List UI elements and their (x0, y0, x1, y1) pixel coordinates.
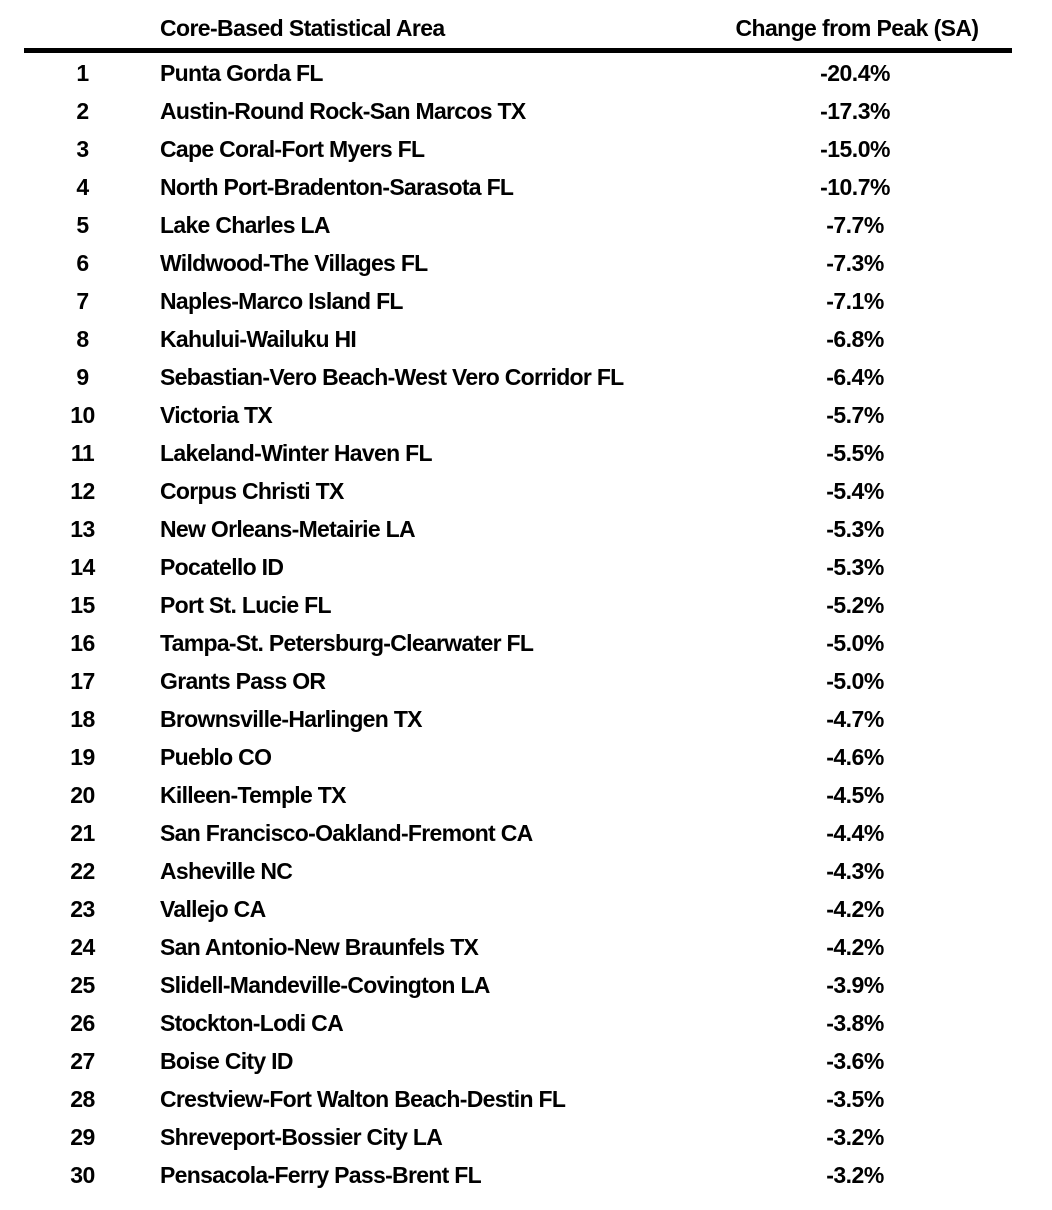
row-rank: 6 (76, 250, 89, 276)
table-row (0, 702, 1052, 740)
row-change-value: -7.1% (826, 288, 884, 314)
row-area-name: Sebastian-Vero Beach-West Vero Corridor FL (160, 364, 624, 390)
table-row (0, 322, 1052, 360)
row-rank: 28 (70, 1086, 95, 1112)
table-header (0, 12, 1052, 48)
row-change-value: -4.4% (826, 820, 884, 846)
row-change-value: -6.4% (826, 364, 884, 390)
header-area: Core-Based Statistical Area (160, 15, 445, 41)
row-rank: 5 (76, 212, 89, 238)
row-rank: 1 (76, 60, 89, 86)
row-rank: 27 (70, 1048, 95, 1074)
row-rank: 18 (70, 706, 95, 732)
table-row (0, 56, 1052, 94)
row-change-value: -3.2% (826, 1162, 884, 1188)
row-area-name: Punta Gorda FL (160, 60, 323, 86)
row-rank: 25 (70, 972, 95, 998)
table-body (0, 56, 1052, 1196)
table-row (0, 1120, 1052, 1158)
row-rank: 15 (70, 592, 95, 618)
row-area-name: Slidell-Mandeville-Covington LA (160, 972, 490, 998)
row-change-value: -3.2% (826, 1124, 884, 1150)
table-row (0, 588, 1052, 626)
row-area-name: Port St. Lucie FL (160, 592, 331, 618)
table-row (0, 284, 1052, 322)
row-area-name: Pensacola-Ferry Pass-Brent FL (160, 1162, 481, 1188)
header-rule (24, 48, 1012, 53)
table-row (0, 778, 1052, 816)
row-rank: 8 (76, 326, 89, 352)
row-area-name: Austin-Round Rock-San Marcos TX (160, 98, 526, 124)
table-row (0, 854, 1052, 892)
table-row (0, 968, 1052, 1006)
row-change-value: -5.3% (826, 516, 884, 542)
row-area-name: Wildwood-The Villages FL (160, 250, 428, 276)
row-rank: 7 (76, 288, 89, 314)
row-area-name: North Port-Bradenton-Sarasota FL (160, 174, 514, 200)
row-change-value: -10.7% (820, 174, 890, 200)
row-change-value: -4.2% (826, 896, 884, 922)
row-area-name: Asheville NC (160, 858, 293, 884)
table-row (0, 1082, 1052, 1120)
row-area-name: Victoria TX (160, 402, 273, 428)
row-change-value: -5.0% (826, 668, 884, 694)
row-rank: 3 (76, 136, 89, 162)
row-change-value: -7.3% (826, 250, 884, 276)
table-row (0, 512, 1052, 550)
row-rank: 9 (76, 364, 89, 390)
row-rank: 14 (70, 554, 95, 580)
row-area-name: Brownsville-Harlingen TX (160, 706, 422, 732)
table-row (0, 170, 1052, 208)
table-row (0, 436, 1052, 474)
row-change-value: -4.7% (826, 706, 884, 732)
row-area-name: Crestview-Fort Walton Beach-Destin FL (160, 1086, 566, 1112)
row-area-name: Killeen-Temple TX (160, 782, 346, 808)
row-change-value: -5.2% (826, 592, 884, 618)
table-row (0, 474, 1052, 512)
table-row (0, 930, 1052, 968)
row-area-name: Shreveport-Bossier City LA (160, 1124, 443, 1150)
table-row (0, 360, 1052, 398)
table-row (0, 740, 1052, 778)
row-rank: 24 (70, 934, 95, 960)
table-row (0, 94, 1052, 132)
row-change-value: -17.3% (820, 98, 890, 124)
table-row (0, 398, 1052, 436)
row-change-value: -3.9% (826, 972, 884, 998)
table-row (0, 664, 1052, 702)
row-area-name: Stockton-Lodi CA (160, 1010, 343, 1036)
row-rank: 16 (70, 630, 95, 656)
row-area-name: Lakeland-Winter Haven FL (160, 440, 432, 466)
table-row (0, 246, 1052, 284)
row-rank: 13 (70, 516, 95, 542)
row-area-name: Pocatello ID (160, 554, 284, 580)
table-row (0, 816, 1052, 854)
table-row (0, 1044, 1052, 1082)
row-change-value: -4.6% (826, 744, 884, 770)
row-rank: 22 (70, 858, 95, 884)
row-area-name: San Francisco-Oakland-Fremont CA (160, 820, 533, 846)
row-area-name: Vallejo CA (160, 896, 266, 922)
table-row (0, 132, 1052, 170)
row-rank: 10 (70, 402, 95, 428)
row-rank: 29 (70, 1124, 95, 1150)
table-row (0, 208, 1052, 246)
table-row (0, 1158, 1052, 1196)
row-change-value: -3.8% (826, 1010, 884, 1036)
row-change-value: -5.5% (826, 440, 884, 466)
row-area-name: Boise City ID (160, 1048, 293, 1074)
row-rank: 2 (76, 98, 89, 124)
row-change-value: -20.4% (820, 60, 890, 86)
header-change: Change from Peak (SA) (735, 15, 979, 41)
row-change-value: -5.4% (826, 478, 884, 504)
row-area-name: Kahului-Wailuku HI (160, 326, 357, 352)
row-area-name: Corpus Christi TX (160, 478, 344, 504)
row-change-value: -6.8% (826, 326, 884, 352)
row-change-value: -15.0% (820, 136, 890, 162)
table-row (0, 1006, 1052, 1044)
row-rank: 11 (70, 440, 95, 466)
row-rank: 30 (70, 1162, 95, 1188)
row-change-value: -3.5% (826, 1086, 884, 1112)
row-change-value: -5.0% (826, 630, 884, 656)
row-change-value: -7.7% (826, 212, 884, 238)
row-area-name: San Antonio-New Braunfels TX (160, 934, 479, 960)
row-area-name: New Orleans-Metairie LA (160, 516, 415, 542)
row-area-name: Cape Coral-Fort Myers FL (160, 136, 425, 162)
row-area-name: Pueblo CO (160, 744, 272, 770)
table-row (0, 626, 1052, 664)
row-rank: 23 (70, 896, 95, 922)
row-change-value: -5.7% (826, 402, 884, 428)
table-row (0, 550, 1052, 588)
row-rank: 19 (70, 744, 95, 770)
row-area-name: Grants Pass OR (160, 668, 326, 694)
row-change-value: -4.5% (826, 782, 884, 808)
table-row (0, 892, 1052, 930)
row-rank: 4 (76, 174, 89, 200)
row-rank: 21 (70, 820, 95, 846)
row-rank: 17 (70, 668, 95, 694)
row-change-value: -5.3% (826, 554, 884, 580)
row-area-name: Naples-Marco Island FL (160, 288, 403, 314)
row-rank: 26 (70, 1010, 95, 1036)
row-area-name: Tampa-St. Petersburg-Clearwater FL (160, 630, 534, 656)
row-rank: 20 (70, 782, 95, 808)
row-area-name: Lake Charles LA (160, 212, 330, 238)
row-rank: 12 (70, 478, 95, 504)
row-change-value: -3.6% (826, 1048, 884, 1074)
row-change-value: -4.2% (826, 934, 884, 960)
row-change-value: -4.3% (826, 858, 884, 884)
